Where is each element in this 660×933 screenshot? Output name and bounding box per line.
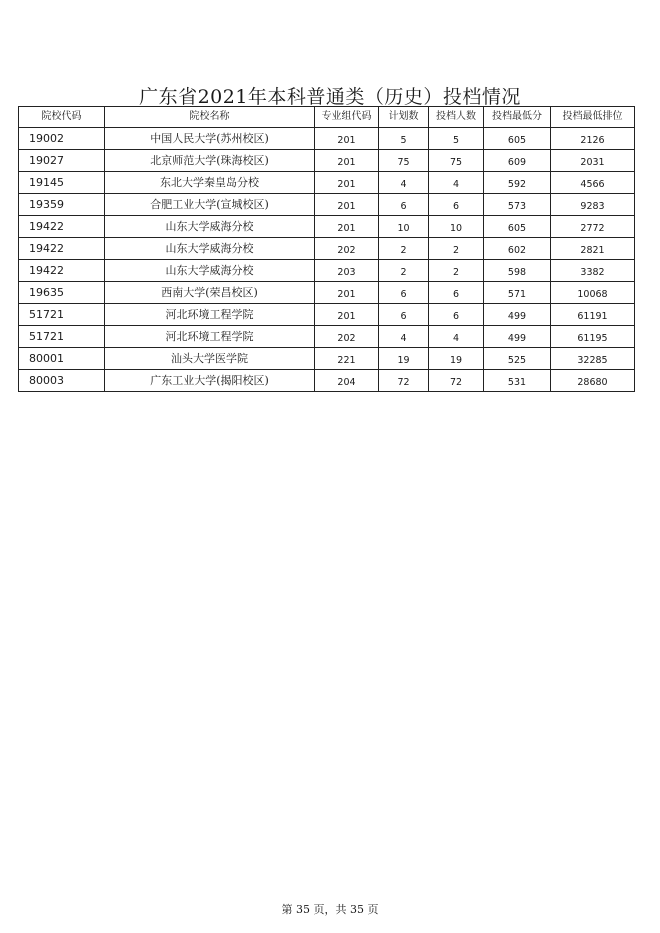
school-name: 河北环境工程学院 (105, 326, 315, 348)
plan-count: 19 (379, 348, 429, 370)
header-min-rank: 投档最低排位 (551, 107, 635, 128)
group-code: 201 (315, 282, 379, 304)
school-code: 51721 (19, 304, 105, 326)
group-code: 201 (315, 172, 379, 194)
plan-count: 72 (379, 370, 429, 392)
table-row (19, 348, 635, 370)
admitted-count: 10 (429, 216, 484, 238)
min-rank: 2031 (551, 150, 635, 172)
group-code: 202 (315, 238, 379, 260)
table-row (19, 326, 635, 348)
school-name: 山东大学威海分校 (105, 216, 315, 238)
school-code: 19635 (19, 282, 105, 304)
min-score: 531 (484, 370, 551, 392)
header-min-score: 投档最低分 (484, 107, 551, 128)
min-score: 592 (484, 172, 551, 194)
plan-count: 10 (379, 216, 429, 238)
table-row (19, 282, 635, 304)
table-row (19, 172, 635, 194)
group-code: 201 (315, 128, 379, 150)
school-name: 河北环境工程学院 (105, 304, 315, 326)
admitted-count: 6 (429, 194, 484, 216)
table-row (19, 370, 635, 392)
min-rank: 2772 (551, 216, 635, 238)
admitted-count: 4 (429, 326, 484, 348)
plan-count: 6 (379, 282, 429, 304)
table-header-row (19, 107, 635, 128)
admitted-count: 6 (429, 304, 484, 326)
min-rank: 61191 (551, 304, 635, 326)
group-code: 204 (315, 370, 379, 392)
min-rank: 10068 (551, 282, 635, 304)
school-code: 80001 (19, 348, 105, 370)
school-name: 合肥工业大学(宣城校区) (105, 194, 315, 216)
school-code: 19422 (19, 260, 105, 282)
min-score: 573 (484, 194, 551, 216)
school-name: 山东大学威海分校 (105, 238, 315, 260)
plan-count: 4 (379, 172, 429, 194)
min-score: 598 (484, 260, 551, 282)
plan-count: 2 (379, 260, 429, 282)
group-code: 201 (315, 216, 379, 238)
min-rank: 61195 (551, 326, 635, 348)
table-row (19, 194, 635, 216)
school-code: 19359 (19, 194, 105, 216)
plan-count: 6 (379, 194, 429, 216)
min-rank: 2126 (551, 128, 635, 150)
min-score: 605 (484, 216, 551, 238)
admitted-count: 4 (429, 172, 484, 194)
page-footer: 第 35 页，共 35 页 (281, 903, 379, 916)
group-code: 221 (315, 348, 379, 370)
header-admitted-count: 投档人数 (429, 107, 484, 128)
min-rank: 28680 (551, 370, 635, 392)
table-row (19, 150, 635, 172)
group-code: 203 (315, 260, 379, 282)
table-row (19, 216, 635, 238)
school-code: 51721 (19, 326, 105, 348)
page-title: 广东省2021年本科普通类（历史）投档情况 (139, 86, 521, 108)
header-group-code: 专业组代码 (315, 107, 379, 128)
group-code: 201 (315, 194, 379, 216)
school-name: 广东工业大学(揭阳校区) (105, 370, 315, 392)
school-name: 西南大学(荣昌校区) (105, 282, 315, 304)
plan-count: 5 (379, 128, 429, 150)
min-rank: 2821 (551, 238, 635, 260)
header-school-name: 院校名称 (105, 107, 315, 128)
min-score: 609 (484, 150, 551, 172)
header-school-code: 院校代码 (19, 107, 105, 128)
plan-count: 75 (379, 150, 429, 172)
admitted-count: 19 (429, 348, 484, 370)
min-score: 499 (484, 304, 551, 326)
group-code: 201 (315, 150, 379, 172)
school-name: 汕头大学医学院 (105, 348, 315, 370)
school-code: 19145 (19, 172, 105, 194)
admitted-count: 2 (429, 260, 484, 282)
min-rank: 3382 (551, 260, 635, 282)
table-row (19, 238, 635, 260)
header-plan-count: 计划数 (379, 107, 429, 128)
admissions-table (18, 106, 635, 392)
min-score: 571 (484, 282, 551, 304)
min-rank: 4566 (551, 172, 635, 194)
group-code: 201 (315, 304, 379, 326)
min-score: 602 (484, 238, 551, 260)
plan-count: 2 (379, 238, 429, 260)
school-code: 19002 (19, 128, 105, 150)
min-score: 605 (484, 128, 551, 150)
min-rank: 32285 (551, 348, 635, 370)
admitted-count: 72 (429, 370, 484, 392)
min-score: 499 (484, 326, 551, 348)
table-row (19, 304, 635, 326)
school-name: 北京师范大学(珠海校区) (105, 150, 315, 172)
plan-count: 4 (379, 326, 429, 348)
school-name: 山东大学威海分校 (105, 260, 315, 282)
school-code: 19422 (19, 238, 105, 260)
admitted-count: 75 (429, 150, 484, 172)
table-row (19, 128, 635, 150)
school-name: 中国人民大学(苏州校区) (105, 128, 315, 150)
admitted-count: 5 (429, 128, 484, 150)
min-score: 525 (484, 348, 551, 370)
group-code: 202 (315, 326, 379, 348)
min-rank: 9283 (551, 194, 635, 216)
admitted-count: 2 (429, 238, 484, 260)
school-code: 19422 (19, 216, 105, 238)
school-code: 19027 (19, 150, 105, 172)
school-code: 80003 (19, 370, 105, 392)
school-name: 东北大学秦皇岛分校 (105, 172, 315, 194)
admitted-count: 6 (429, 282, 484, 304)
plan-count: 6 (379, 304, 429, 326)
table-row (19, 260, 635, 282)
